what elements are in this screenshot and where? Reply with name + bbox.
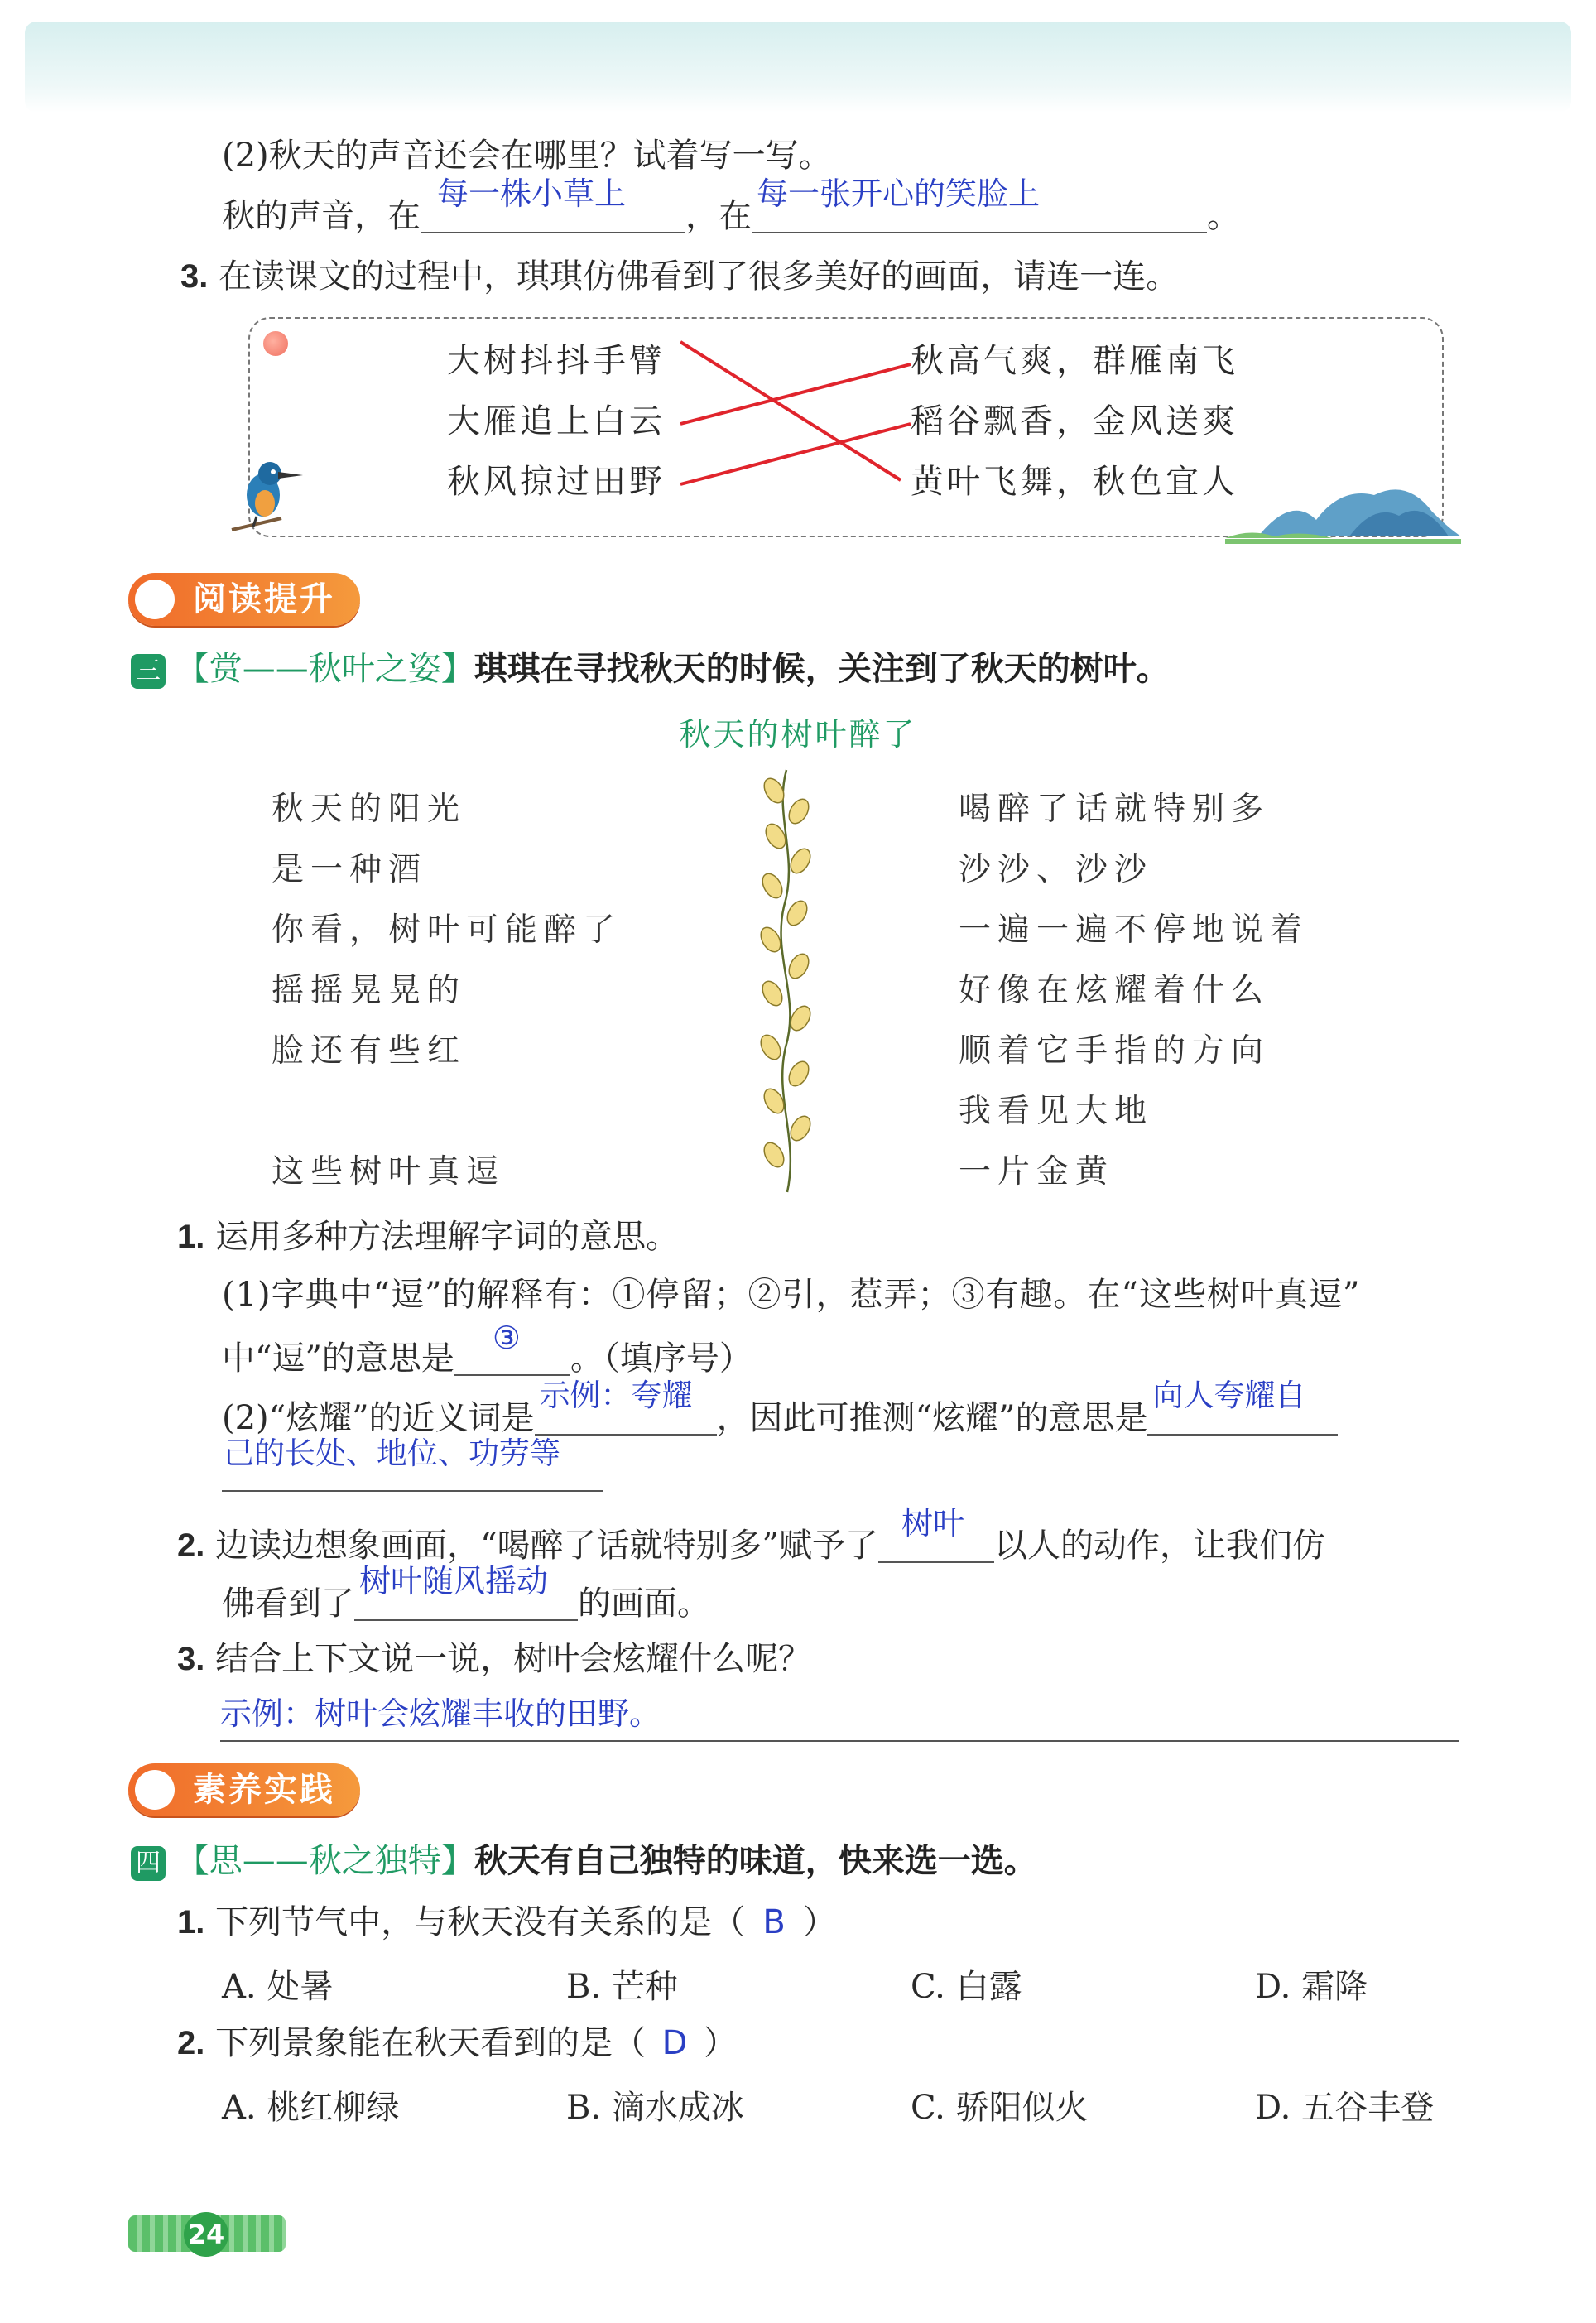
practice-q2-text: 下列景象能在秋天看到的是（	[215, 2024, 647, 2062]
practice-q1-number: 1.	[177, 1904, 205, 1941]
poem-right-4: 好像在炫耀着什么	[959, 972, 1271, 1009]
poem-right-1: 喝醉了话就特别多	[959, 791, 1271, 828]
practice-q2-number: 2.	[177, 2025, 205, 2061]
reading-q1-1-text-a: 中“逗”的意思是	[222, 1339, 454, 1378]
practice-q2-option-c[interactable]: C. 骄阳似火	[911, 2089, 1089, 2127]
reading-q2-answer-1: 树叶	[901, 1505, 964, 1541]
reading-banner	[128, 573, 360, 626]
section-badge-3: 三	[131, 654, 166, 689]
section-badge-4: 四	[131, 1846, 166, 1881]
practice-q2-option-a[interactable]: A. 桃红柳绿	[222, 2089, 400, 2127]
practice-q1-text: 下列节气中，与秋天没有关系的是（	[215, 1903, 746, 1941]
q2-prompt: (2)秋天的声音还会在哪里？试着写一写。	[222, 137, 832, 175]
sound-line-mid: ，在	[685, 197, 752, 235]
book-icon	[135, 580, 175, 619]
reading-q3-number: 3.	[177, 1641, 205, 1677]
reading-q2-number: 2.	[177, 1527, 205, 1564]
practice-q2-answer[interactable]: D	[661, 2024, 688, 2062]
reading-q2-line2	[222, 1563, 710, 1627]
match-line-3	[680, 424, 911, 484]
reading-q1-1-blank[interactable]	[454, 1320, 570, 1376]
reading-q2-text-b: 以人的动作，让我们仿	[993, 1527, 1325, 1565]
poem-right-3: 一遍一遍不停地说着	[959, 911, 1310, 949]
practice-q1-option-d[interactable]: D. 霜降	[1255, 1968, 1368, 2006]
q3-number: 3.	[180, 258, 209, 295]
practice-banner	[128, 1763, 360, 1816]
poem-right-7: 一片金黄	[959, 1153, 1115, 1190]
reading-q1-2-line2	[222, 1436, 603, 1498]
poem-left-3: 你看，树叶可能醉了	[272, 911, 623, 949]
answer-2: 每一张开心的笑脸上	[757, 176, 1041, 212]
practice-section-tag: 【思——秋之独特】	[175, 1842, 474, 1880]
reading-section-tag: 【赏——秋叶之姿】	[175, 650, 474, 688]
practice-section-header	[131, 1838, 1037, 1884]
vine-leaves-icon	[749, 766, 824, 1196]
reading-section-header	[131, 646, 1170, 692]
practice-q1-option-a[interactable]: A. 处暑	[222, 1968, 334, 2006]
match-left-2[interactable]: 大雁追上白云	[447, 402, 666, 440]
poem-left-1: 秋天的阳光	[272, 791, 467, 828]
reading-q1	[177, 1214, 679, 1260]
poem-title: 秋天的树叶醉了	[679, 716, 917, 753]
practice-q2-close: ）	[704, 2024, 738, 2062]
notepad-icon	[135, 1770, 175, 1810]
match-left-3[interactable]: 秋风掠过田野	[447, 463, 666, 501]
sound-line-prefix: 秋的声音，在	[222, 197, 421, 235]
reading-q1-2-text-b: ，因此可推测“炫耀”的意思是	[716, 1399, 1148, 1437]
reading-q2-text-d: 的画面。	[578, 1585, 710, 1623]
match-right-3[interactable]: 黄叶飞舞，秋色宜人	[911, 463, 1238, 501]
poem-right-2: 沙沙、沙沙	[959, 851, 1154, 888]
reading-q3-answer: 示例：树叶会炫耀丰收的田野。	[220, 1695, 661, 1732]
reading-q1-2-answer-1: 示例：夸耀	[539, 1378, 693, 1413]
practice-q1	[177, 1899, 836, 1945]
practice-q2-option-b[interactable]: B. 滴水成冰	[566, 2089, 744, 2127]
reading-q1-2-blank-2[interactable]	[1147, 1378, 1338, 1436]
reading-q2-text-a: 边读边想象画面，“喝醉了话就特别多”赋予了	[215, 1527, 878, 1565]
q3-text: 在读课文的过程中，琪琪仿佛看到了很多美好的画面，请连一连。	[219, 257, 1180, 296]
practice-q2	[177, 2020, 737, 2066]
match-left-1[interactable]: 大树抖抖手臂	[447, 342, 666, 380]
match-right-2[interactable]: 稻谷飘香，金风送爽	[911, 402, 1238, 440]
matching-lines	[0, 0, 1596, 580]
reading-q1-1-answer: ③	[492, 1320, 521, 1356]
poem-left-5: 脸还有些红	[272, 1032, 467, 1070]
reading-q2-blank-2[interactable]	[354, 1563, 578, 1621]
reading-q1-2-blank-3[interactable]	[222, 1436, 603, 1492]
poem-left-4: 摇摇晃晃的	[272, 972, 467, 1009]
practice-q1-close: ）	[803, 1903, 837, 1941]
reading-q1-text: 运用多种方法理解字词的意思。	[215, 1218, 680, 1256]
reading-q3	[177, 1636, 811, 1682]
practice-q1-option-b[interactable]: B. 芒种	[566, 1968, 678, 2006]
practice-q1-answer[interactable]: B	[762, 1903, 786, 1941]
reading-section-text: 琪琪在寻找秋天的时候，关注到了秋天的树叶。	[474, 650, 1170, 688]
practice-banner-label: 素养实践	[193, 1771, 335, 1809]
poem-right-5: 顺着它手指的方向	[959, 1032, 1271, 1070]
reading-q1-2-answer-2a: 向人夸耀自	[1152, 1378, 1306, 1413]
practice-section-text: 秋天有自己独特的味道，快来选一选。	[474, 1842, 1037, 1880]
reading-q2-line1	[177, 1505, 1325, 1569]
answer-1: 每一株小草上	[437, 176, 627, 212]
reading-q3-answer-line[interactable]	[220, 1691, 1459, 1742]
reading-q2-answer-2: 树叶随风摇动	[359, 1563, 549, 1599]
reading-q2-blank-1[interactable]	[878, 1505, 994, 1563]
practice-q1-option-c[interactable]: C. 白露	[911, 1968, 1022, 2006]
reading-q2-text-c: 佛看到了	[222, 1585, 354, 1623]
poem-right-6: 我看见大地	[959, 1093, 1154, 1130]
reading-banner-label: 阅读提升	[193, 580, 335, 618]
reading-q1-1-text-b: 。（填序号）	[570, 1339, 752, 1378]
poem-left-6: 这些树叶真逗	[272, 1153, 506, 1190]
sound-line-end: 。	[1207, 197, 1240, 235]
reading-q1-2-text-a: (2)“炫耀”的近义词是	[222, 1399, 535, 1437]
page-number: 24	[184, 2212, 228, 2257]
reading-q1-number: 1.	[177, 1219, 205, 1255]
reading-q3-text: 结合上下文说一说，树叶会炫耀什么呢？	[215, 1640, 812, 1678]
match-right-1[interactable]: 秋高气爽，群雁南飞	[911, 342, 1238, 380]
reading-q1-1-line1: (1)字典中“逗”的解释有：①停留；②引，惹弄；③有趣。在“这些树叶真逗”	[222, 1276, 1361, 1314]
reading-q1-2-blank-1[interactable]	[535, 1378, 717, 1436]
poem-left-2: 是一种酒	[272, 851, 428, 888]
match-line-1	[680, 342, 901, 480]
reading-q1-2-answer-2b: 己的长处、地位、功劳等	[224, 1436, 560, 1471]
practice-q2-option-d[interactable]: D. 五谷丰登	[1255, 2089, 1435, 2127]
